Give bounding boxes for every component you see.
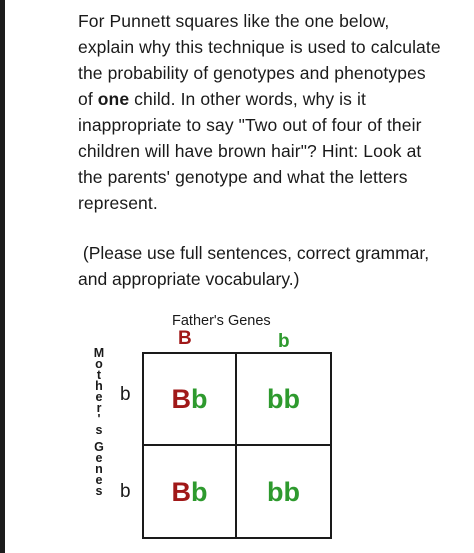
cell-recessive-allele: bb — [267, 383, 300, 414]
cell-dominant-allele: B — [171, 383, 191, 414]
question-text — [78, 8, 458, 216]
question-line: For Punnett squares like the one below, — [78, 11, 390, 31]
note-line: (Please use full sentences, correct grammar, — [78, 243, 430, 263]
mothers-label-char: s — [95, 423, 103, 437]
mothers-label-char: n — [95, 462, 103, 476]
mother-allele-1: b — [120, 384, 131, 405]
cell-recessive-allele: bb — [267, 476, 300, 507]
mother-allele-2: b — [120, 481, 131, 502]
punnett-cell-bottom-left — [144, 446, 237, 538]
cell-recessive-allele: b — [191, 476, 208, 507]
mothers-label-char: ' — [97, 412, 101, 426]
punnett-cell-bottom-right — [237, 446, 330, 538]
question-text-segment: child. In other words, why is it — [129, 89, 366, 109]
mothers-label-char: r — [96, 401, 102, 415]
father-allele-recessive: b — [278, 331, 290, 352]
father-allele-dominant: B — [178, 328, 192, 349]
question-line: the parents' genotype and what the letters — [78, 167, 408, 187]
mothers-label-char: e — [95, 390, 103, 404]
mothers-label-char: e — [95, 473, 103, 487]
question-line — [78, 86, 458, 112]
mothers-label-char: M — [93, 346, 105, 360]
mothers-label-char: G — [94, 440, 104, 454]
cell-recessive-allele: b — [191, 383, 208, 414]
instructions-note — [78, 240, 458, 292]
mothers-label-char: o — [95, 357, 103, 371]
cell-dominant-allele: B — [171, 476, 191, 507]
mothers-label-char: h — [95, 379, 103, 393]
emphasis-one: one — [97, 89, 130, 109]
punnett-grid — [142, 352, 332, 539]
question-line: represent. — [78, 193, 158, 213]
question-line: explain why this technique is used to calculate — [78, 37, 441, 57]
mothers-label-char: t — [96, 368, 102, 382]
punnett-cell-top-right — [237, 354, 330, 446]
note-line: and appropriate vocabulary.) — [78, 269, 300, 289]
question-line: inappropriate to say "Two out of four of their — [78, 115, 422, 135]
fathers-genes-label: Father's Genes — [172, 313, 271, 329]
left-border — [0, 0, 5, 553]
mothers-label-char: e — [95, 451, 103, 465]
question-line: the probability of genotypes and phenotypes — [78, 63, 426, 83]
mothers-genes-label — [91, 348, 107, 497]
question-text-segment: of — [78, 89, 98, 109]
punnett-cell-top-left — [144, 354, 237, 446]
question-line: children will have brown hair"? Hint: Look at — [78, 141, 422, 161]
mothers-label-char: s — [95, 484, 103, 498]
